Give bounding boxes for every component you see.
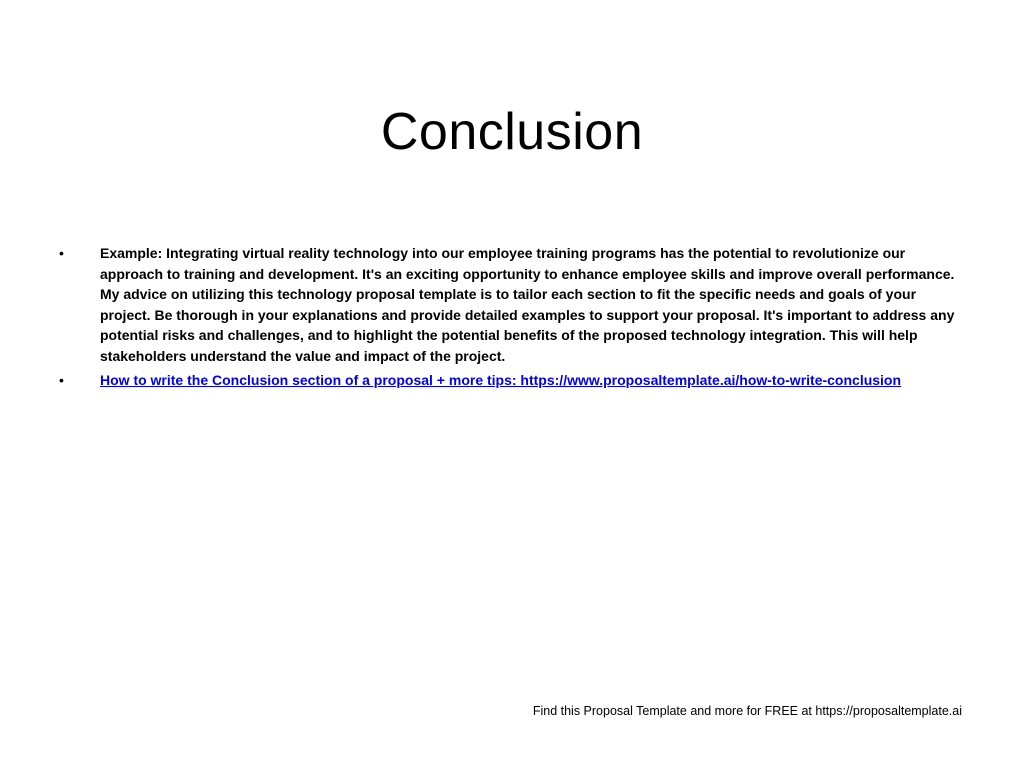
example-paragraph: Example: Integrating virtual reality technology into our employee training programs has the potential to revolutionize our approach to training and development. It's an exciting opportunity to enhance employee skills and improve overall performance. — [100, 245, 955, 282]
bullet-icon: • — [59, 371, 64, 388]
conclusion-tips-link[interactable]: How to write the Conclusion section of a proposal + more tips: https://www.proposaltemplate.ai/how-to-write-conclusion — [100, 371, 902, 388]
list-item — [57, 243, 967, 367]
list-item — [57, 370, 967, 391]
footer-note: Find this Proposal Template and more for FREE at https://proposaltemplate.ai — [532, 704, 962, 718]
advice-paragraph: My advice on utilizing this technology proposal template is to tailor each section to fit the specific needs and goals of your project. Be thorough in your explanations and provide detailed examples to support your proposal. It's important to address any potential risks and challenges, and to highlight the potential benefits of the proposed technology integration. This will help stakeholders understand the value and impact of the project. — [100, 286, 955, 364]
bullet-icon: • — [59, 245, 64, 261]
page-title: Conclusion — [380, 102, 644, 161]
bullet-list — [57, 243, 967, 393]
